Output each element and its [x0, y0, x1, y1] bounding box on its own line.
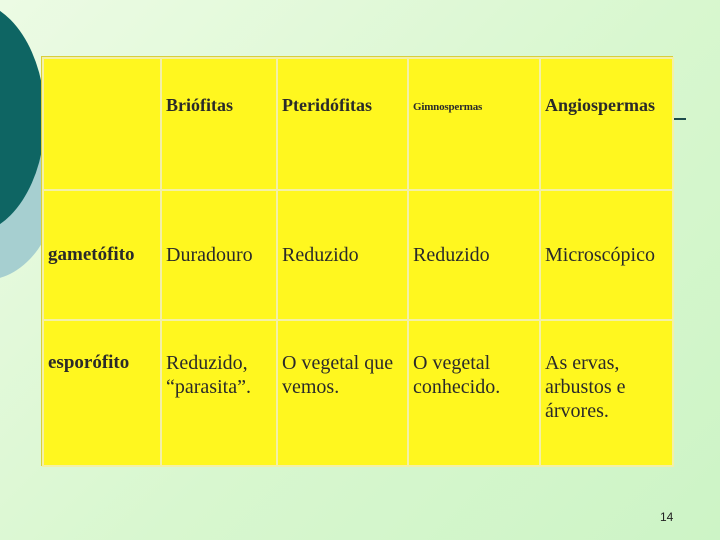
table-cell: O vegetal conhecido.: [408, 320, 540, 466]
table-cell: Reduzido: [277, 190, 408, 320]
table-cell: Microscópico: [540, 190, 673, 320]
table-cell: Reduzido: [408, 190, 540, 320]
page-number: 14: [660, 510, 674, 524]
table-header-row: [43, 58, 673, 190]
table-cell: Reduzido, “parasita”.: [161, 320, 277, 466]
table-header-angiospermas: Angiospermas: [540, 58, 673, 190]
table-cell: Duradouro: [161, 190, 277, 320]
table-header-empty: [43, 58, 161, 190]
table-row: [43, 190, 673, 320]
table-cell: O vegetal que vemos.: [277, 320, 408, 466]
table-header-gimnospermas: Gimnospermas: [408, 58, 540, 190]
table-cell: As ervas, arbustos e árvores.: [540, 320, 673, 466]
comparison-table: [42, 57, 674, 467]
table-header-pteridofitas: Pteridófitas: [277, 58, 408, 190]
table-header-briofitas: Briófitas: [161, 58, 277, 190]
table-row: [43, 320, 673, 466]
row-label-esporofito: esporófito: [43, 320, 161, 466]
comparison-table-image: [42, 57, 672, 465]
row-label-gametofito: gametófito: [43, 190, 161, 320]
